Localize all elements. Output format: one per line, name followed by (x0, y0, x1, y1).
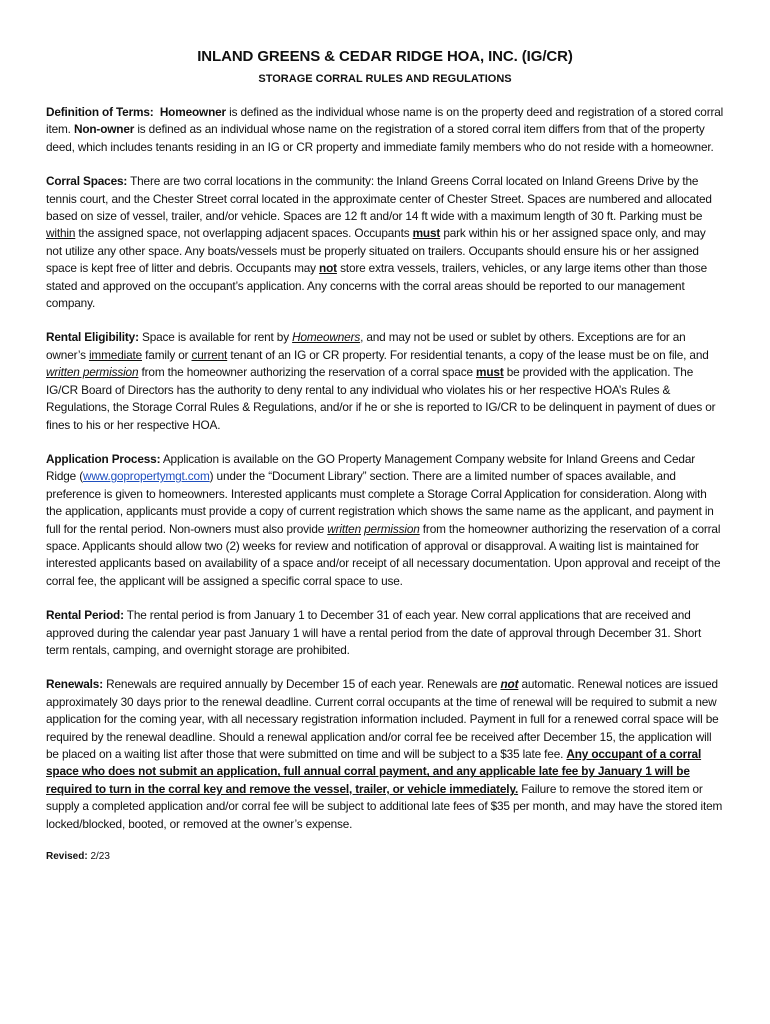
document-subtitle: STORAGE CORRAL RULES AND REGULATIONS (258, 73, 512, 85)
emphasis-must: must (412, 226, 441, 241)
section-text: store extra vessels, trailers, vehicles, or any large items other than those stated and approved on the occupant’s application. Any concerns with the corral areas should be reported to our management company. (46, 261, 707, 311)
section-heading: Rental Period: (46, 608, 124, 623)
section-heading: Renewals: (46, 677, 104, 692)
revised-value: 2/23 (87, 851, 110, 863)
section-text: the assigned space, not overlapping adjacent spaces. Occupants (75, 226, 413, 241)
emphasis-written-permission: written permission (46, 365, 139, 380)
section-text: Failure to remove the stored item or supply a completed application and/or corral fee will be subject to additional late fees of $35 per month, and may have the stored item locked/blocked, booted, or removed at the owner’s expense. (46, 781, 723, 831)
section-corral-spaces (46, 173, 724, 312)
section-renewals (46, 676, 724, 833)
section-text: The rental period is from January 1 to December 31 of each year. New corral applications that are received and approved during the calendar year past January 1 will have a rental period from the date of approval through December 31. Short term rentals, camping, and overnight storage are prohibited. (46, 608, 702, 657)
section-text: tenant of an IG or CR property. For residential tenants, a copy of the lease must be on file, and (227, 347, 709, 362)
emphasis-must: must (476, 365, 504, 380)
section-text: ) under the “Document Library” section. There are a limited number of spaces available, and preference is given to homeowners. Interested applicants must complete a Storage Corral Application for consideration. Along with the application, applicants must provide a copy of current registration which shows the same name as the applicant, and payment in full for the rental period. Non-owners must also provide (46, 469, 714, 536)
document-title: INLAND GREENS & CEDAR RIDGE HOA, INC. (IG/CR) (197, 48, 573, 65)
emphasis-within: within (46, 226, 76, 241)
section-text: be provided with the application. The IG/CR Board of Directors has the authority to deny rental to any individual who violates his or her respective HOA’s Rules & Regulations, the Storage Corral Rules & Regulations, and/or if he or she is reported to IG/CR to be delinquent in payment of dues or fines to his or her respective HOA. (46, 365, 716, 432)
emphasis-homeowners: Homeowners (292, 330, 361, 345)
section-text: park within his or her assigned space only, and may not utilize any other space. Any boats/vessels must be properly situated on trailers. Occupants should ensure his or her assigned space is kept free of litter and debris. Occupants may (46, 226, 706, 276)
section-text: Renewals are required annually by December 15 of each year. Renewals are (103, 677, 501, 692)
section-text: , and may not be used or sublet by others. Exceptions are for an owner’s (46, 330, 686, 362)
renewal-deadline-notice: Any occupant of a corral space who does not submit an application, full annual corral payment, and any applicable late fee by January 1 will be required to turn in the corral key and remove the vessel, trailer, or vehicle immediately. (46, 747, 702, 796)
section-text: from the homeowner authorizing the reservation of a corral space. Applicants should allow two (2) weeks for review and notification of approval or disapproval. A waiting list is maintained for interested applicants based on availability of a space and/or receipt of all necessary documentation. Upon approval and receipt of the corral fee, the applicant will be assigned a specific corral space to use. (46, 521, 721, 588)
section-text: Application is available on the GO Property Management Company website for Inland Greens and Cedar Ridge ( (46, 451, 696, 484)
website-link[interactable]: www.gopropertymgt.com (82, 469, 210, 484)
section-heading: Definition of Terms: (46, 105, 154, 119)
section-text: automatic. Renewal notices are issued approximately 30 days prior to the renewal deadline. Current corral occupants at the time of renewal will be required to submit a new application for the coming year, with all necessary registration information included. Payment in full for a renewed corral space will be required by the renewal deadline. Should a renewal application and/or corral fee be received after December 15, the application will be placed on a waiting list after those that were submitted on time and will be subject to a $35 late fee. (46, 677, 719, 761)
emphasis-written: written (327, 521, 361, 536)
section-heading: Application Process: (46, 451, 161, 466)
term-homeowner: Homeowner (159, 105, 226, 119)
section-rental-period (46, 607, 724, 659)
revised-date (46, 851, 724, 862)
section-text: family or (142, 347, 192, 362)
emphasis-not: not (500, 677, 519, 692)
section-heading: Rental Eligibility: (46, 330, 139, 345)
emphasis-immediate: immediate (88, 347, 143, 362)
term-non-owner: Non-owner (73, 122, 135, 137)
section-definition-of-terms (46, 104, 724, 156)
revised-label: Revised: (46, 851, 88, 863)
section-text: from the homeowner authorizing the reservation of a corral space (138, 365, 477, 380)
emphasis-current: current (191, 347, 228, 362)
section-heading: Corral Spaces: (46, 174, 128, 189)
section-text: is defined as an individual whose name on the registration of a stored corral item differs from that of the property deed, which includes tenants residing in an IG or CR property and immediate family members who do not reside with a homeowner. (46, 122, 714, 154)
section-rental-eligibility (46, 329, 724, 433)
section-text: Space is available for rent by (138, 330, 293, 345)
emphasis-not: not (319, 261, 337, 276)
section-text: is defined as the individual whose name is on the property deed and registration of a stored corral item. (46, 105, 724, 137)
emphasis-permission: permission (364, 521, 420, 536)
section-application-process (46, 451, 724, 590)
section-text: There are two corral locations in the community: the Inland Greens Corral located on Inland Greens Drive by the tennis court, and the Chester Street corral located in the approximate center of Chester Street. Spaces are numbered and allocated based on size of vessel, trailer, and/or vehicle. Spaces are 12 ft and/or 14 ft wide with a maximum length of 30 ft. Parking must be (46, 174, 712, 224)
